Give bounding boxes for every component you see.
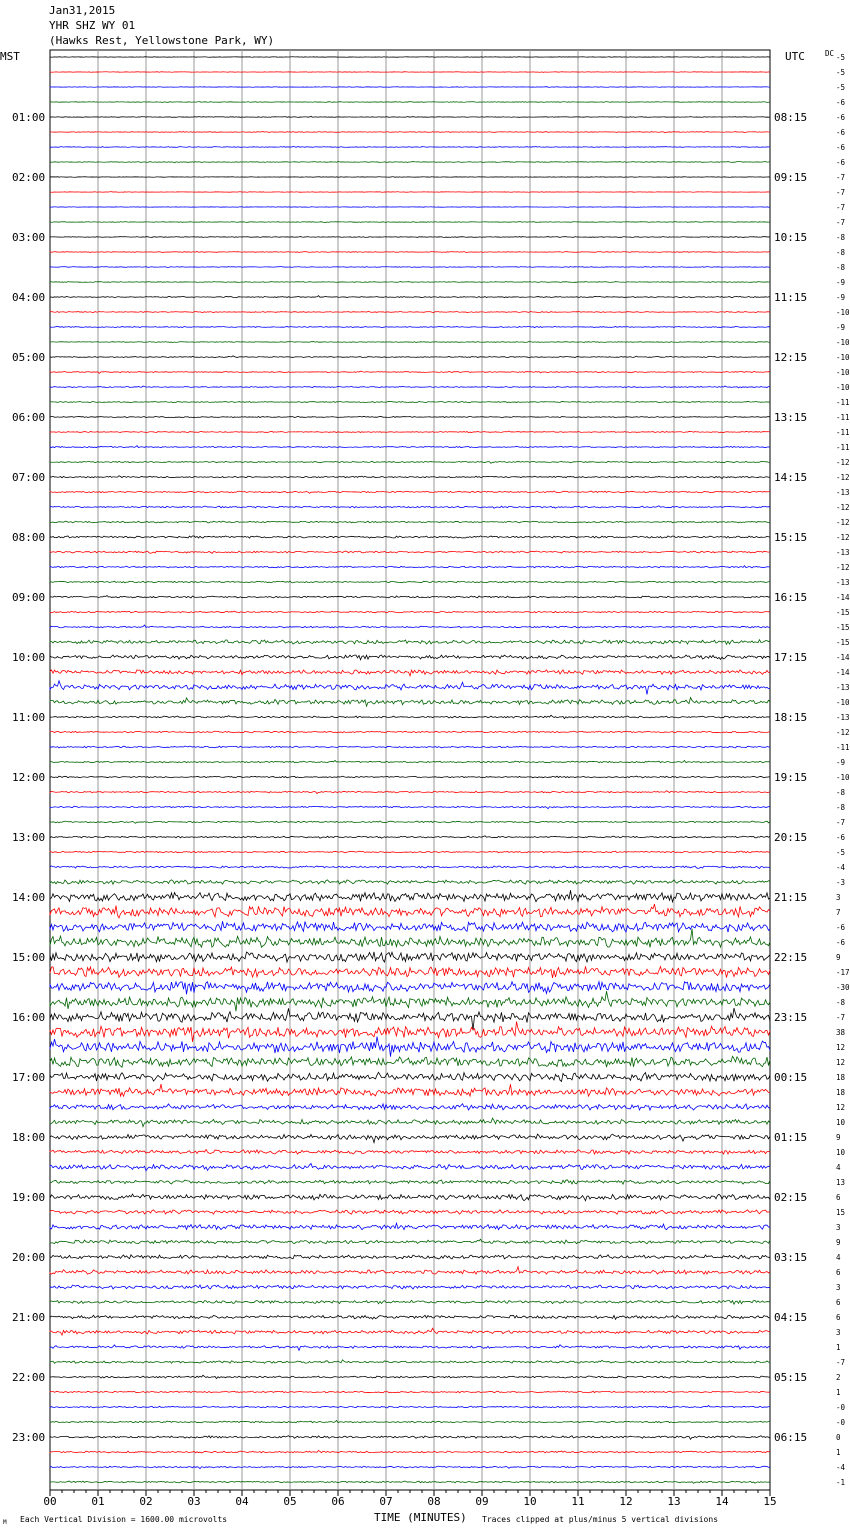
dc-offset-label: -14 bbox=[836, 653, 850, 662]
dc-offset-label: 6 bbox=[836, 1313, 841, 1322]
mst-hour-label: 12:00 bbox=[12, 771, 46, 784]
dc-offset-label: -6 bbox=[836, 113, 846, 122]
x-tick-label: 04 bbox=[235, 1495, 249, 1508]
seismogram-trace bbox=[50, 342, 770, 343]
seismogram-trace bbox=[50, 1420, 770, 1422]
seismogram-trace bbox=[50, 506, 770, 508]
seismogram-trace bbox=[50, 1466, 770, 1469]
dc-offset-label: -7 bbox=[836, 818, 846, 827]
seismogram-trace bbox=[50, 921, 770, 932]
dc-offset-label: -14 bbox=[836, 593, 850, 602]
seismogram-trace bbox=[50, 386, 770, 388]
seismogram-trace bbox=[50, 146, 770, 147]
dc-offset-label: -7 bbox=[836, 1358, 846, 1367]
mst-hour-label: 14:00 bbox=[12, 891, 46, 904]
dc-offset-label: -8 bbox=[836, 263, 846, 272]
x-tick-label: 07 bbox=[379, 1495, 393, 1508]
utc-hour-label: 08:15 bbox=[774, 111, 808, 124]
dc-offset-label: -1 bbox=[836, 1478, 846, 1487]
dc-header-label: DC bbox=[825, 49, 835, 58]
dc-offset-label: 4 bbox=[836, 1253, 841, 1262]
dc-offset-label: -10 bbox=[836, 368, 850, 377]
seismogram-trace bbox=[50, 282, 770, 283]
dc-offset-label: -10 bbox=[836, 353, 850, 362]
seismogram-trace bbox=[50, 311, 770, 312]
dc-offset-label: 6 bbox=[836, 1193, 841, 1202]
dc-offset-label: -30 bbox=[836, 983, 850, 992]
dc-offset-label: -13 bbox=[836, 548, 850, 557]
dc-offset-label: -12 bbox=[836, 728, 850, 737]
seismogram-trace bbox=[50, 904, 770, 918]
dc-offset-label: -13 bbox=[836, 713, 850, 722]
utc-hour-label: 12:15 bbox=[774, 351, 808, 364]
dc-offset-label: 3 bbox=[836, 893, 841, 902]
dc-offset-label: 6 bbox=[836, 1298, 841, 1307]
utc-hour-label: 22:15 bbox=[774, 951, 808, 964]
dc-offset-label: -6 bbox=[836, 143, 846, 152]
mst-hour-label: 10:00 bbox=[12, 651, 46, 664]
seismogram-trace bbox=[50, 1022, 770, 1042]
x-tick-label: 02 bbox=[139, 1495, 153, 1508]
seismogram-trace bbox=[50, 222, 770, 223]
x-tick-label: 11 bbox=[571, 1495, 585, 1508]
dc-offset-label: -6 bbox=[836, 158, 846, 167]
seismogram-trace bbox=[50, 237, 770, 238]
seismogram-trace bbox=[50, 640, 770, 645]
mst-hour-label: 11:00 bbox=[12, 711, 46, 724]
seismogram-trace bbox=[50, 1164, 770, 1171]
x-tick-label: 08 bbox=[427, 1495, 441, 1508]
x-tick-label: 06 bbox=[331, 1495, 345, 1508]
mst-hour-label: 05:00 bbox=[12, 351, 46, 364]
footer-scale-note: Each Vertical Division = 1600.00 microvolts bbox=[20, 1515, 228, 1524]
seismogram-trace bbox=[50, 1315, 770, 1319]
seismogram-trace bbox=[50, 611, 770, 613]
dc-offset-label: -0 bbox=[836, 1403, 846, 1412]
dc-offset-label: -11 bbox=[836, 443, 850, 452]
utc-hour-label: 09:15 bbox=[774, 171, 808, 184]
left-timezone-label: MST bbox=[0, 50, 20, 63]
dc-offset-label: -3 bbox=[836, 878, 846, 887]
seismogram-trace bbox=[50, 966, 770, 978]
mst-hour-label: 09:00 bbox=[12, 591, 46, 604]
dc-offset-label: 15 bbox=[836, 1208, 846, 1217]
dc-offset-label: -11 bbox=[836, 743, 850, 752]
dc-offset-label: -4 bbox=[836, 1463, 846, 1472]
dc-offset-label: 9 bbox=[836, 1238, 841, 1247]
seismogram-trace bbox=[50, 161, 770, 162]
dc-offset-label: 6 bbox=[836, 1268, 841, 1277]
right-timezone-label: UTC bbox=[785, 50, 805, 63]
x-tick-label: 09 bbox=[475, 1495, 489, 1508]
dc-offset-label: -14 bbox=[836, 668, 850, 677]
dc-offset-label: -6 bbox=[836, 128, 846, 137]
dc-offset-label: -6 bbox=[836, 938, 846, 947]
seismogram-trace bbox=[50, 57, 770, 58]
seismogram-trace bbox=[50, 929, 770, 948]
dc-offset-label: -7 bbox=[836, 218, 846, 227]
dc-offset-label: -5 bbox=[836, 53, 846, 62]
seismogram-trace bbox=[50, 1360, 770, 1364]
seismogram-trace bbox=[50, 356, 770, 358]
dc-offset-label: -8 bbox=[836, 803, 846, 812]
dc-offset-label: -12 bbox=[836, 458, 850, 467]
seismogram-trace bbox=[50, 1180, 770, 1184]
seismogram-trace bbox=[50, 446, 770, 448]
dc-offset-label: 12 bbox=[836, 1058, 846, 1067]
seismogram-trace bbox=[50, 116, 770, 117]
utc-hour-label: 17:15 bbox=[774, 651, 808, 664]
mst-hour-label: 07:00 bbox=[12, 471, 46, 484]
x-tick-label: 05 bbox=[283, 1495, 297, 1508]
seismogram-trace bbox=[50, 1345, 770, 1351]
mst-hour-label: 02:00 bbox=[12, 171, 46, 184]
seismogram-trace bbox=[50, 207, 770, 208]
seismogram-trace bbox=[50, 1300, 770, 1304]
seismogram-trace bbox=[50, 192, 770, 193]
header-station: YHR SHZ WY 01 bbox=[49, 19, 136, 32]
dc-offset-label: -6 bbox=[836, 923, 846, 932]
dc-offset-label: 1 bbox=[836, 1448, 841, 1457]
utc-hour-label: 13:15 bbox=[774, 411, 808, 424]
dc-offset-label: -5 bbox=[836, 83, 846, 92]
dc-offset-label: 18 bbox=[836, 1073, 846, 1082]
seismogram-trace bbox=[50, 791, 770, 794]
seismogram-trace bbox=[50, 670, 770, 676]
dc-offset-label: -7 bbox=[836, 188, 846, 197]
seismogram-trace bbox=[50, 566, 770, 568]
seismogram-trace bbox=[50, 1037, 770, 1057]
dc-offset-label: -12 bbox=[836, 473, 850, 482]
dc-offset-label: 9 bbox=[836, 953, 841, 962]
seismogram-trace bbox=[50, 1084, 770, 1096]
dc-offset-label: 7 bbox=[836, 908, 841, 917]
seismogram-trace bbox=[50, 266, 770, 267]
seismogram-trace bbox=[50, 1194, 770, 1201]
mst-hour-label: 15:00 bbox=[12, 951, 46, 964]
dc-offset-label: 12 bbox=[836, 1103, 846, 1112]
seismogram-trace bbox=[50, 836, 770, 838]
dc-offset-label: -8 bbox=[836, 248, 846, 257]
dc-offset-label: 4 bbox=[836, 1163, 841, 1172]
dc-offset-label: -7 bbox=[836, 203, 846, 212]
dc-offset-label: -10 bbox=[836, 773, 850, 782]
dc-offset-label: -10 bbox=[836, 383, 850, 392]
dc-offset-label: -6 bbox=[836, 98, 846, 107]
utc-hour-label: 15:15 bbox=[774, 531, 808, 544]
seismogram-trace bbox=[50, 1375, 770, 1378]
dc-offset-label: -7 bbox=[836, 173, 846, 182]
seismogram-trace bbox=[50, 401, 770, 402]
seismogram-trace bbox=[50, 880, 770, 884]
dc-offset-label: 1 bbox=[836, 1343, 841, 1352]
utc-hour-label: 14:15 bbox=[774, 471, 808, 484]
seismogram-trace bbox=[50, 731, 770, 733]
seismogram-trace bbox=[50, 1285, 770, 1289]
x-tick-label: 10 bbox=[523, 1495, 537, 1508]
seismogram-trace bbox=[50, 326, 770, 327]
seismogram-trace bbox=[50, 1149, 770, 1154]
seismogram-trace bbox=[50, 1223, 770, 1230]
seismogram-trace bbox=[50, 715, 770, 718]
seismogram-trace bbox=[50, 1008, 770, 1030]
utc-hour-label: 00:15 bbox=[774, 1071, 808, 1084]
x-tick-label: 13 bbox=[667, 1495, 681, 1508]
dc-offset-label: -12 bbox=[836, 563, 850, 572]
x-tick-label: 12 bbox=[619, 1495, 633, 1508]
dc-offset-label: -10 bbox=[836, 308, 850, 317]
dc-offset-label: 13 bbox=[836, 1178, 846, 1187]
mst-hour-label: 19:00 bbox=[12, 1191, 46, 1204]
dc-offset-label: -4 bbox=[836, 863, 846, 872]
seismogram-trace bbox=[50, 581, 770, 583]
plot-frame bbox=[50, 50, 770, 1490]
utc-hour-label: 03:15 bbox=[774, 1251, 808, 1264]
seismogram-trace bbox=[50, 521, 770, 523]
seismogram-trace bbox=[50, 461, 770, 463]
dc-offset-label: -5 bbox=[836, 848, 846, 857]
utc-hour-label: 21:15 bbox=[774, 891, 808, 904]
mst-hour-label: 13:00 bbox=[12, 831, 46, 844]
seismogram-trace bbox=[50, 1267, 770, 1274]
dc-offset-label: -15 bbox=[836, 608, 850, 617]
dc-offset-label: -11 bbox=[836, 413, 850, 422]
utc-hour-label: 20:15 bbox=[774, 831, 808, 844]
seismogram-trace bbox=[50, 1436, 770, 1440]
dc-offset-label: -10 bbox=[836, 338, 850, 347]
footer-mark: M bbox=[3, 1519, 7, 1526]
mst-hour-label: 01:00 bbox=[12, 111, 46, 124]
utc-hour-label: 01:15 bbox=[774, 1131, 808, 1144]
header-date: Jan31,2015 bbox=[49, 4, 116, 17]
x-tick-label: 15 bbox=[763, 1495, 777, 1508]
seismogram-trace bbox=[50, 132, 770, 133]
x-tick-label: 01 bbox=[91, 1495, 105, 1508]
seismogram-trace bbox=[50, 1391, 770, 1393]
seismogram-trace bbox=[50, 625, 770, 628]
seismogram-trace bbox=[50, 551, 770, 553]
seismogram-trace bbox=[50, 746, 770, 748]
utc-hour-label: 23:15 bbox=[774, 1011, 808, 1024]
dc-offset-label: -12 bbox=[836, 518, 850, 527]
utc-hour-label: 04:15 bbox=[774, 1311, 808, 1324]
dc-offset-label: -13 bbox=[836, 488, 850, 497]
seismogram-trace bbox=[50, 491, 770, 493]
dc-offset-label: -13 bbox=[836, 683, 850, 692]
seismogram-trace bbox=[50, 866, 770, 869]
dc-offset-label: -17 bbox=[836, 968, 850, 977]
mst-hour-label: 16:00 bbox=[12, 1011, 46, 1024]
header-location: (Hawks Rest, Yellowstone Park, WY) bbox=[49, 34, 275, 47]
seismogram-trace bbox=[50, 1405, 770, 1407]
utc-hour-label: 11:15 bbox=[774, 291, 808, 304]
dc-offset-label: 3 bbox=[836, 1223, 841, 1232]
seismogram-trace bbox=[50, 1210, 770, 1214]
seismogram-trace bbox=[50, 1451, 770, 1453]
dc-offset-label: -13 bbox=[836, 578, 850, 587]
dc-offset-label: -9 bbox=[836, 758, 846, 767]
dc-offset-label: -5 bbox=[836, 68, 846, 77]
dc-offset-label: 0 bbox=[836, 1433, 841, 1442]
seismogram-trace bbox=[50, 982, 770, 995]
dc-offset-label: -9 bbox=[836, 293, 846, 302]
mst-hour-label: 20:00 bbox=[12, 1251, 46, 1264]
dc-offset-label: 10 bbox=[836, 1118, 846, 1127]
dc-offset-label: -0 bbox=[836, 1418, 846, 1427]
seismogram-trace bbox=[50, 596, 770, 598]
seismogram-trace bbox=[50, 851, 770, 853]
seismogram-trace bbox=[50, 1255, 770, 1259]
dc-offset-label: -6 bbox=[836, 833, 846, 842]
seismogram-trace bbox=[50, 1481, 770, 1483]
seismogram-trace bbox=[50, 251, 770, 252]
dc-offset-label: 38 bbox=[836, 1028, 846, 1037]
seismogram-trace bbox=[50, 102, 770, 103]
seismogram-trace bbox=[50, 890, 770, 902]
seismogram-trace bbox=[50, 1118, 770, 1126]
footer-clip-note: Traces clipped at plus/minus 5 vertical divisions bbox=[482, 1515, 719, 1524]
x-tick-label: 00 bbox=[43, 1495, 57, 1508]
dc-offset-label: -15 bbox=[836, 638, 850, 647]
utc-hour-label: 10:15 bbox=[774, 231, 808, 244]
seismogram-trace bbox=[50, 536, 770, 538]
mst-hour-label: 04:00 bbox=[12, 291, 46, 304]
seismogram-trace bbox=[50, 1239, 770, 1244]
mst-hour-label: 21:00 bbox=[12, 1311, 46, 1324]
seismogram-trace bbox=[50, 698, 770, 707]
seismogram-trace bbox=[50, 416, 770, 417]
seismogram-trace bbox=[50, 681, 770, 695]
seismogram-trace bbox=[50, 431, 770, 433]
mst-hour-label: 18:00 bbox=[12, 1131, 46, 1144]
mst-hour-label: 23:00 bbox=[12, 1431, 46, 1444]
dc-offset-label: -9 bbox=[836, 278, 846, 287]
mst-hour-label: 17:00 bbox=[12, 1071, 46, 1084]
dc-offset-label: -7 bbox=[836, 1013, 846, 1022]
utc-hour-label: 19:15 bbox=[774, 771, 808, 784]
dc-offset-label: -11 bbox=[836, 428, 850, 437]
dc-offset-label: 3 bbox=[836, 1328, 841, 1337]
dc-offset-label: -8 bbox=[836, 233, 846, 242]
seismogram-trace bbox=[50, 1056, 770, 1067]
x-tick-label: 14 bbox=[715, 1495, 729, 1508]
seismogram-trace bbox=[50, 177, 770, 178]
dc-offset-label: 2 bbox=[836, 1373, 841, 1382]
seismogram-trace bbox=[50, 1328, 770, 1335]
mst-hour-label: 22:00 bbox=[12, 1371, 46, 1384]
seismogram-trace bbox=[50, 1134, 770, 1143]
utc-hour-label: 05:15 bbox=[774, 1371, 808, 1384]
seismogram-trace bbox=[50, 476, 770, 479]
seismogram-trace bbox=[50, 296, 770, 298]
dc-offset-label: -8 bbox=[836, 998, 846, 1007]
seismogram-trace bbox=[50, 952, 770, 962]
x-axis-title: TIME (MINUTES) bbox=[374, 1511, 467, 1524]
dc-offset-label: 12 bbox=[836, 1043, 846, 1052]
utc-hour-label: 18:15 bbox=[774, 711, 808, 724]
seismogram-trace bbox=[50, 760, 770, 762]
dc-offset-label: -8 bbox=[836, 788, 846, 797]
dc-offset-label: -11 bbox=[836, 398, 850, 407]
utc-hour-label: 06:15 bbox=[774, 1431, 808, 1444]
utc-hour-label: 16:15 bbox=[774, 591, 808, 604]
seismogram-trace bbox=[50, 991, 770, 1011]
seismogram-trace bbox=[50, 371, 770, 373]
mst-hour-label: 08:00 bbox=[12, 531, 46, 544]
dc-offset-label: 10 bbox=[836, 1148, 846, 1157]
seismogram-trace bbox=[50, 776, 770, 778]
mst-hour-label: 06:00 bbox=[12, 411, 46, 424]
dc-offset-label: -15 bbox=[836, 623, 850, 632]
seismogram-trace bbox=[50, 1072, 770, 1081]
dc-offset-label: -10 bbox=[836, 698, 850, 707]
seismogram-trace bbox=[50, 655, 770, 660]
seismogram-trace bbox=[50, 821, 770, 823]
seismogram-trace bbox=[50, 87, 770, 88]
utc-hour-label: 02:15 bbox=[774, 1191, 808, 1204]
seismogram-trace bbox=[50, 72, 770, 73]
mst-hour-label: 03:00 bbox=[12, 231, 46, 244]
seismogram-trace bbox=[50, 806, 770, 809]
dc-offset-label: -9 bbox=[836, 323, 846, 332]
dc-offset-label: 9 bbox=[836, 1133, 841, 1142]
dc-offset-label: -12 bbox=[836, 503, 850, 512]
dc-offset-label: -12 bbox=[836, 533, 850, 542]
x-tick-label: 03 bbox=[187, 1495, 201, 1508]
dc-offset-label: 18 bbox=[836, 1088, 846, 1097]
seismogram-trace bbox=[50, 1104, 770, 1110]
dc-offset-label: 3 bbox=[836, 1283, 841, 1292]
dc-offset-label: 1 bbox=[836, 1388, 841, 1397]
